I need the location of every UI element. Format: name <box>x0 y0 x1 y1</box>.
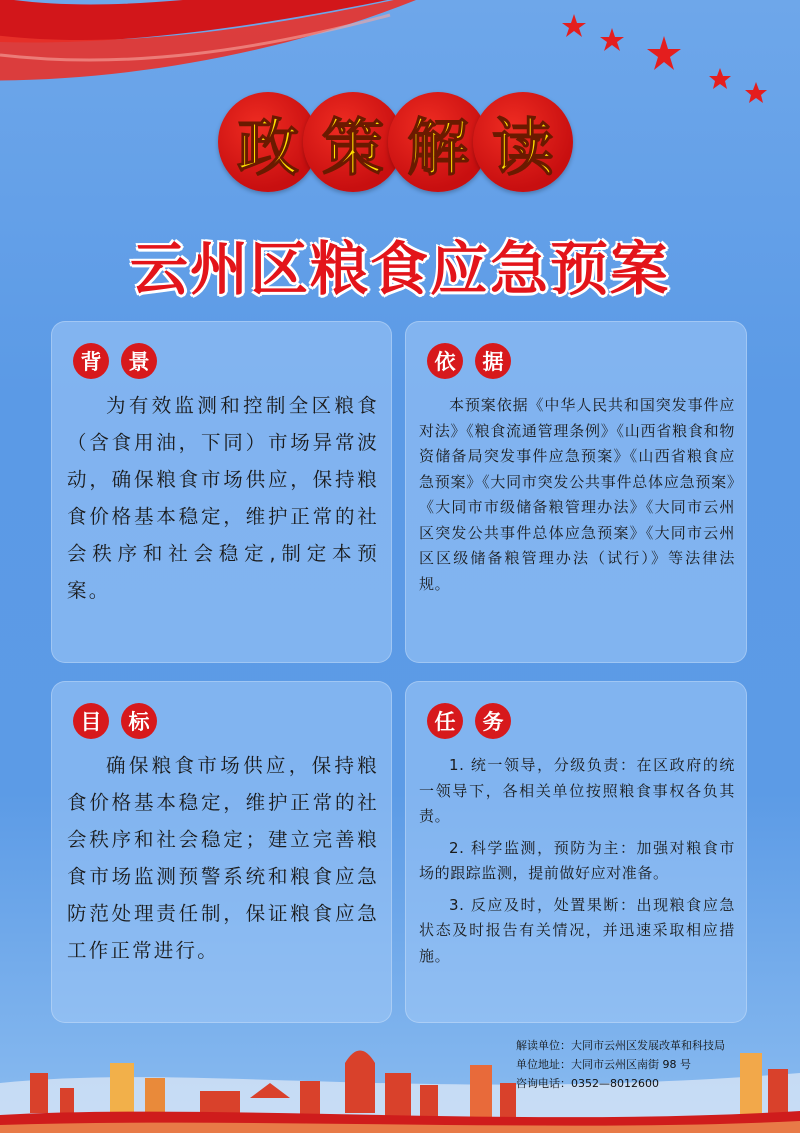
task-text <box>419 753 735 975</box>
background-paragraph: 为有效监测和控制全区粮食（含食用油，下同）市场异常波动，确保粮食市场供应，保持粮食价格基本稳定，维护正常的社会秩序和社会稳定,制定本预案。 <box>67 394 379 602</box>
goal-card <box>51 681 392 1023</box>
footer-unit: 解读单位：大同市云州区发展改革和科技局 <box>516 1039 725 1052</box>
goal-heading-char-1: 目 <box>73 703 109 739</box>
background-heading-char-2: 景 <box>121 343 157 379</box>
policy-interpretation-banner <box>0 92 800 202</box>
page-title: 云州区粮食应急预案 <box>129 235 670 303</box>
footer-info <box>516 1036 725 1093</box>
basis-heading-char-1: 依 <box>427 343 463 379</box>
task-item-2: 2. 科学监测，预防为主：加强对粮食市场的跟踪监测，提前做好应对准备。 <box>419 838 735 882</box>
title-badge-3: 解 <box>388 92 488 192</box>
goal-text <box>67 747 379 969</box>
background-heading-char-1: 背 <box>73 343 109 379</box>
background-text <box>67 387 379 609</box>
footer-address: 单位地址：大同市云州区南街 98 号 <box>516 1058 691 1071</box>
task-item-1: 1. 统一领导，分级负责：在区政府的统一领导下，各相关单位按照粮食事权各负其责。 <box>419 756 735 825</box>
task-heading-char-1: 任 <box>427 703 463 739</box>
basis-paragraph: 本预案依据《中华人民共和国突发事件应对法》《粮食流通管理条例》《山西省粮食和物资储备局突发事件应急预案》《山西省粮食应急预案》《大同市突发公共事件总体应急预案》《大同市市级储备粮管理办法》《大同市云州区突发公共事件总体应急预案》《大同市云州区区级储备粮管理办法（试行）》等法律法规。 <box>419 396 735 593</box>
red-ribbon-decoration <box>0 0 480 100</box>
basis-card <box>405 321 747 663</box>
title-badge-2: 策 <box>303 92 403 192</box>
footer-phone: 咨询电话：0352—8012600 <box>516 1077 659 1090</box>
background-card <box>51 321 392 663</box>
title-badge-4: 读 <box>473 92 573 192</box>
task-card <box>405 681 747 1023</box>
title-badge-1: 政 <box>218 92 318 192</box>
task-item-3: 3. 反应及时，处置果断：出现粮食应急状态及时报告有关情况，并迅速采取相应措施。 <box>419 895 735 965</box>
goal-heading-char-2: 标 <box>121 703 157 739</box>
task-heading-char-2: 务 <box>475 703 511 739</box>
basis-text <box>419 393 735 597</box>
goal-paragraph: 确保粮食市场供应，保持粮食价格基本稳定，维护正常的社会秩序和社会稳定；建立完善粮食市场监测预警系统和粮食应急防范处理责任制，保证粮食应急工作正常进行。 <box>67 754 379 962</box>
basis-heading-char-2: 据 <box>475 343 511 379</box>
